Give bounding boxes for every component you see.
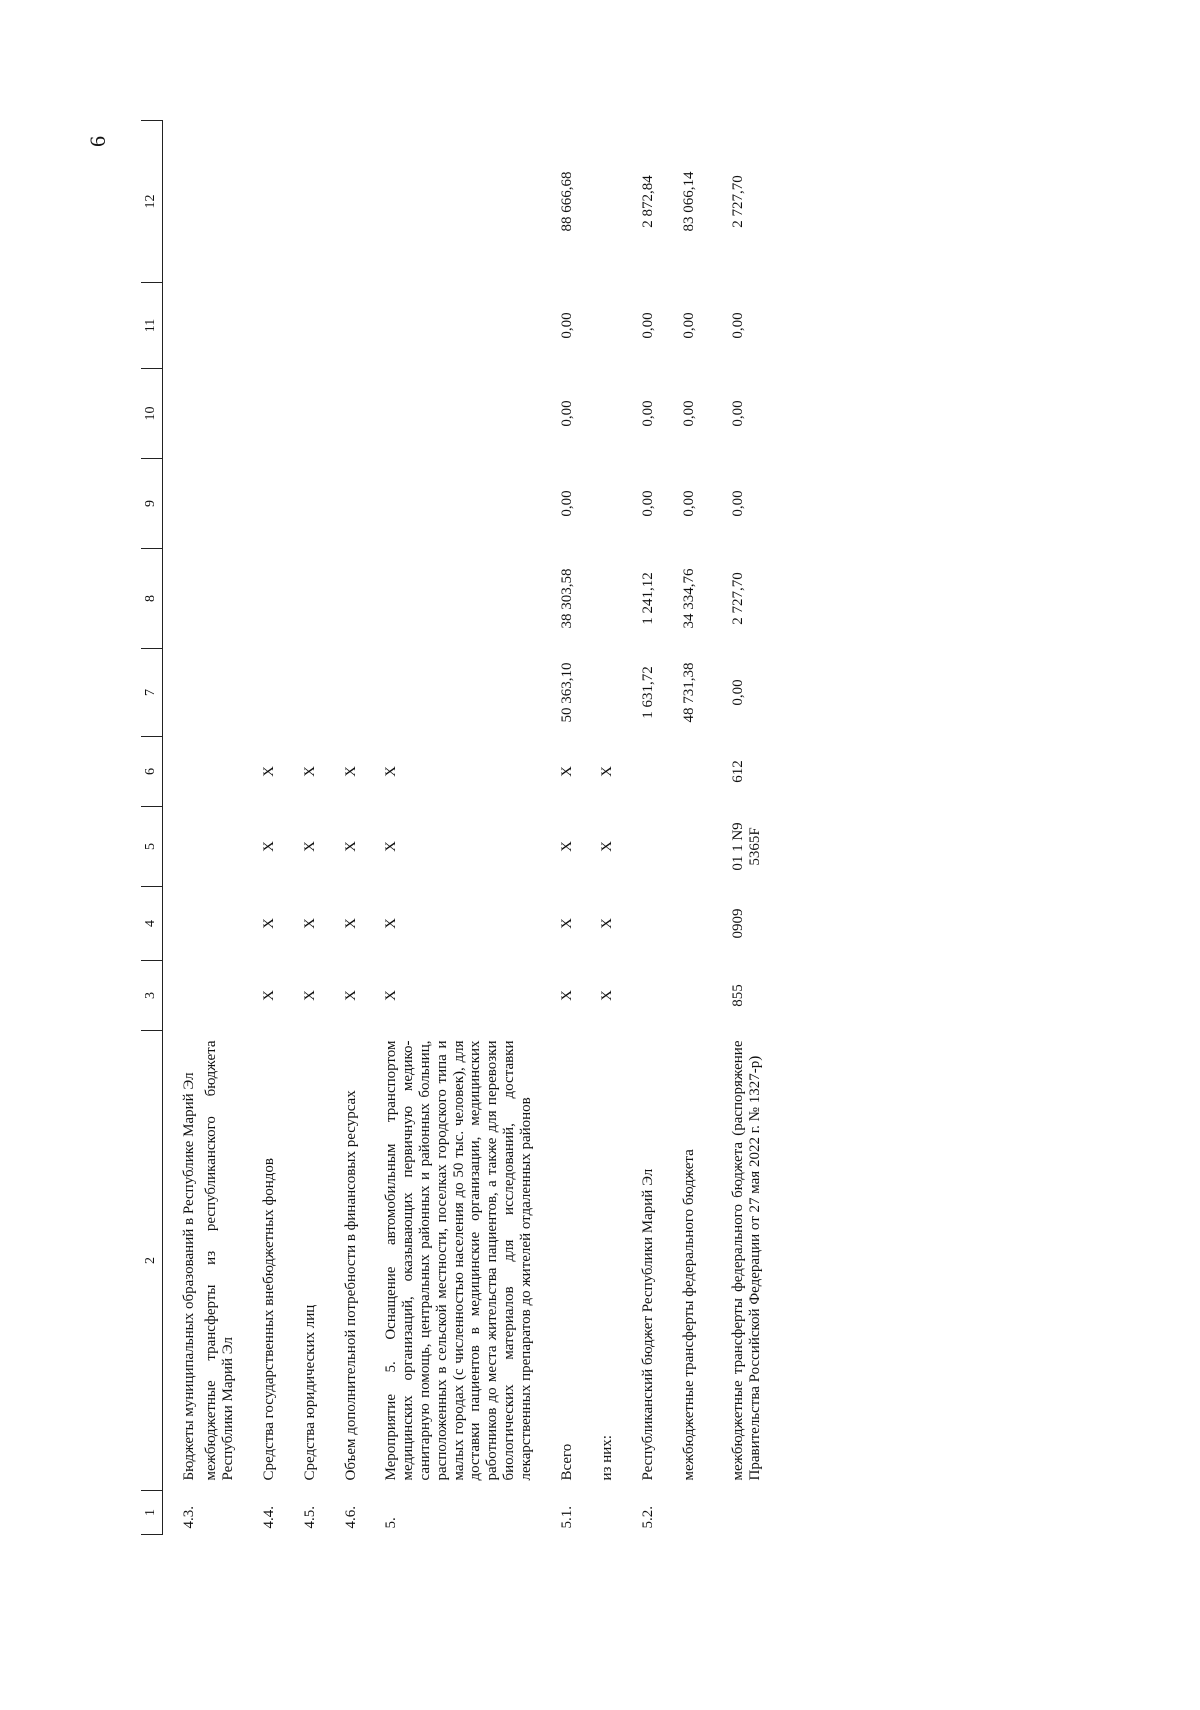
row-number: 4.4.	[261, 1506, 278, 1529]
cell-c4: Х	[599, 918, 616, 929]
cell-c12: 2 727,70	[729, 175, 746, 228]
column-header: 4	[141, 887, 162, 961]
budget-table	[141, 120, 769, 1535]
column-header: 5	[141, 807, 162, 887]
row-number	[663, 1491, 704, 1535]
cell-c7: 1 631,72	[640, 666, 657, 719]
table-row	[541, 121, 582, 1535]
cell-c12	[284, 121, 325, 283]
cell-c7	[325, 649, 366, 737]
cell-c6: Х	[261, 766, 278, 777]
description-text: межбюджетные трансферты федерального бюджета (распоряжение Правительства Российской Федерации от 27 мая 2022 г. № 1327-р)	[729, 1040, 763, 1481]
cell-c6: Х	[558, 766, 575, 777]
cell-c3: Х	[599, 990, 616, 1001]
cell-c4: Х	[301, 918, 318, 929]
row-description	[541, 1031, 582, 1491]
row-number: 5.2.	[640, 1506, 657, 1529]
cell-c7	[365, 649, 540, 737]
cell-c3: Х	[342, 990, 359, 1001]
row-description	[325, 1031, 366, 1491]
cell-c12	[581, 121, 622, 283]
cell-c8	[243, 549, 284, 649]
cell-c11: 0,00	[681, 312, 698, 339]
cell-c3: Х	[301, 990, 318, 1001]
cell-c3: Х	[261, 990, 278, 1001]
cell-c12: 88 666,68	[558, 171, 575, 232]
row-number	[581, 1491, 622, 1535]
cell-c7: 50 363,10	[558, 662, 575, 723]
cell-c3: 855	[729, 984, 746, 1007]
row-number	[704, 1491, 770, 1535]
cell-c11: 0,00	[729, 312, 746, 339]
cell-c9: 0,00	[729, 490, 746, 517]
column-header: 10	[141, 369, 162, 459]
cell-c7	[243, 649, 284, 737]
cell-c4: Х	[261, 918, 278, 929]
cell-c8	[162, 549, 243, 649]
cell-c4	[622, 887, 663, 961]
cell-c10: 0,00	[681, 400, 698, 427]
cell-c4	[162, 887, 243, 961]
row-description	[284, 1031, 325, 1491]
row-description	[162, 1031, 243, 1491]
cell-c6	[663, 737, 704, 807]
column-header: 9	[141, 459, 162, 549]
description-text: Республиканский бюджет Республики Марий Эл	[640, 1168, 657, 1481]
cell-c10	[365, 369, 540, 459]
row-description	[704, 1031, 770, 1491]
column-header: 11	[141, 283, 162, 369]
cell-c3: Х	[558, 990, 575, 1001]
cell-c11: 0,00	[558, 312, 575, 339]
cell-c8	[325, 549, 366, 649]
page-number: 6	[85, 136, 110, 147]
row-description	[243, 1031, 284, 1491]
table-row	[704, 121, 770, 1535]
cell-c6: Х	[599, 766, 616, 777]
cell-c12	[325, 121, 366, 283]
cell-c5: 01 1 N9 5365F	[729, 822, 763, 871]
cell-c3	[162, 961, 243, 1031]
cell-c7	[284, 649, 325, 737]
description-text: Средства государственных внебюджетных фондов	[261, 1158, 278, 1481]
description-text: межбюджетные трансферты из республиканского бюджета Республики Марий Эл	[203, 1040, 237, 1481]
cell-c9	[581, 459, 622, 549]
cell-c10: 0,00	[729, 400, 746, 427]
table-row	[243, 121, 284, 1535]
column-header: 8	[141, 549, 162, 649]
cell-c5: Х	[383, 841, 400, 852]
cell-c11: 0,00	[640, 312, 657, 339]
cell-c11	[581, 283, 622, 369]
column-header: 6	[141, 737, 162, 807]
cell-c12	[365, 121, 540, 283]
cell-c10: 0,00	[640, 400, 657, 427]
cell-c3	[622, 961, 663, 1031]
cell-c5	[663, 807, 704, 887]
cell-c9	[284, 459, 325, 549]
cell-c7: 0,00	[729, 679, 746, 706]
cell-c4: 0909	[729, 908, 746, 939]
cell-c11	[325, 283, 366, 369]
column-header: 1	[141, 1491, 162, 1535]
column-header: 2	[141, 1031, 162, 1491]
cell-c3: Х	[383, 990, 400, 1001]
row-number: 5.1.	[558, 1506, 575, 1529]
cell-c5: Х	[599, 841, 616, 852]
column-header: 12	[141, 121, 162, 283]
column-header: 3	[141, 961, 162, 1031]
cell-c12	[162, 121, 243, 283]
cell-c10	[284, 369, 325, 459]
row-number: 4.5.	[301, 1506, 318, 1529]
cell-c8: 38 303,58	[558, 568, 575, 629]
column-header: 7	[141, 649, 162, 737]
cell-c6	[622, 737, 663, 807]
description-text: Бюджеты муниципальных образований в Республике Марий Эл	[180, 1072, 197, 1481]
row-number: 5.	[383, 1517, 400, 1529]
table-row	[581, 121, 622, 1535]
cell-c9: 0,00	[640, 490, 657, 517]
cell-c6	[162, 737, 243, 807]
description-text: из них:	[599, 1435, 616, 1481]
table-row	[663, 121, 704, 1535]
description-text: Всего	[558, 1443, 575, 1481]
cell-c4: Х	[383, 918, 400, 929]
cell-c7: 48 731,38	[681, 662, 698, 723]
row-description	[622, 1031, 663, 1491]
table-row	[162, 121, 243, 1535]
cell-c5: Х	[558, 841, 575, 852]
row-description	[365, 1031, 540, 1491]
cell-c9	[162, 459, 243, 549]
cell-c4: Х	[342, 918, 359, 929]
cell-c12: 83 066,14	[681, 171, 698, 232]
row-number: 4.6.	[342, 1506, 359, 1529]
row-number: 4.3.	[180, 1506, 197, 1529]
row-description	[581, 1031, 622, 1491]
table-row	[325, 121, 366, 1535]
cell-c5: Х	[261, 841, 278, 852]
cell-c6: Х	[301, 766, 318, 777]
cell-c10: 0,00	[558, 400, 575, 427]
cell-c4	[663, 887, 704, 961]
cell-c11	[284, 283, 325, 369]
description-text: Объем дополнительной потребности в финансовых ресурсах	[342, 1090, 359, 1481]
cell-c7	[581, 649, 622, 737]
cell-c6: Х	[342, 766, 359, 777]
document-page	[63, 98, 1138, 1613]
description-text: Средства юридических лиц	[301, 1304, 318, 1481]
cell-c12: 2 872,84	[640, 175, 657, 228]
table-row	[365, 121, 540, 1535]
cell-c12	[243, 121, 284, 283]
cell-c4: Х	[558, 918, 575, 929]
row-description	[663, 1031, 704, 1491]
cell-c9	[365, 459, 540, 549]
cell-c5	[162, 807, 243, 887]
table-row	[284, 121, 325, 1535]
cell-c8	[284, 549, 325, 649]
description-text: межбюджетные трансферты федерального бюджета	[681, 1149, 698, 1481]
cell-c5: Х	[301, 841, 318, 852]
column-number-row	[141, 121, 162, 1535]
cell-c8	[365, 549, 540, 649]
cell-c8: 1 241,12	[640, 572, 657, 625]
cell-c3	[663, 961, 704, 1031]
cell-c9: 0,00	[558, 490, 575, 517]
cell-c10	[581, 369, 622, 459]
cell-c7	[162, 649, 243, 737]
cell-c6: 612	[729, 760, 746, 783]
cell-c5: Х	[342, 841, 359, 852]
table-row	[622, 121, 663, 1535]
cell-c9	[325, 459, 366, 549]
cell-c10	[243, 369, 284, 459]
cell-c9: 0,00	[681, 490, 698, 517]
cell-c11	[243, 283, 284, 369]
description-text: Мероприятие 5. Оснащение автомобильным транспортом медицинских организаций, оказывающих первичную медико-санитарную помощь, центральных районных и районных больниц, расположенных в сельской местности, поселках городского типа и малых городах (с численностью населения до 50 тыс. человек), для доставки пациентов в медицинские организации, медицинских работников до места жительства пациентов, а также для перевозки биологических материалов для исследований, доставки лекарственных препаратов до жителей отдаленных районов	[383, 1040, 534, 1481]
cell-c11	[162, 283, 243, 369]
cell-c8: 2 727,70	[729, 572, 746, 625]
cell-c8	[581, 549, 622, 649]
cell-c6: Х	[383, 766, 400, 777]
cell-c11	[365, 283, 540, 369]
cell-c10	[162, 369, 243, 459]
cell-c5	[622, 807, 663, 887]
cell-c8: 34 334,76	[681, 568, 698, 629]
cell-c10	[325, 369, 366, 459]
cell-c9	[243, 459, 284, 549]
